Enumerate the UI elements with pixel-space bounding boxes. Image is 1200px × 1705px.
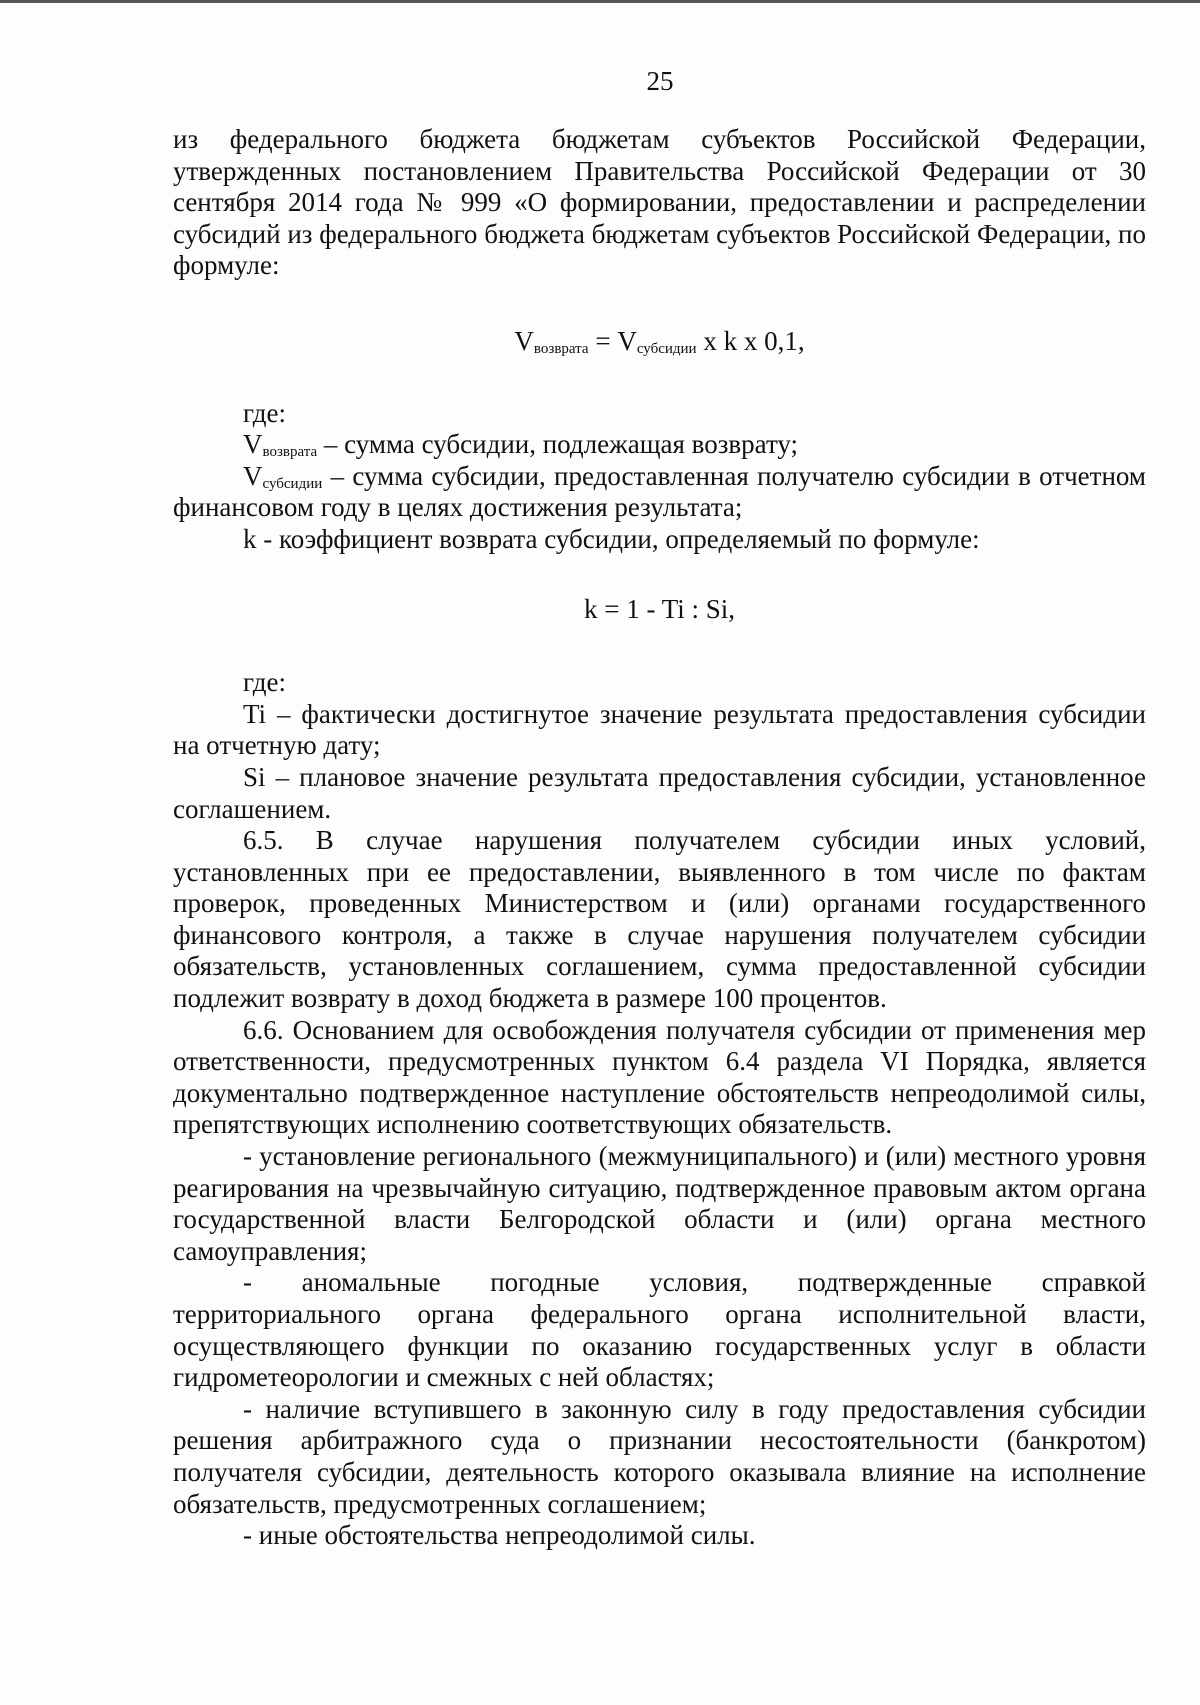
definition-v-return xyxy=(173,429,1146,461)
definition-si: Si – плановое значение результата предоставления субсидии, установленное соглашением. xyxy=(173,761,1146,824)
formula-tail: x k x 0,1, xyxy=(696,325,805,356)
page-number: 25 xyxy=(646,66,674,96)
list-item: - иные обстоятельства непреодолимой силы. xyxy=(243,1520,756,1551)
formula-sub-return: возврата xyxy=(533,340,589,357)
def-v2: V xyxy=(243,460,263,491)
def-v: V xyxy=(243,429,263,460)
definition-k: k - коэффициент возврата субсидии, определяемый по формуле: xyxy=(243,523,980,554)
definition-v-subsidy xyxy=(173,461,1146,524)
list-item: - аномальные погодные условия, подтвержденные справкой территориального органа федерального органа исполнительной власти, осуществляющего функции по оказанию государственных услуг в области гидрометеорологии и смежных с ней областях; xyxy=(173,1267,1146,1393)
formula-sub-subsidy: субсидии xyxy=(636,340,697,357)
def-v-return-text: – сумма субсидии, подлежащая возврату; xyxy=(317,429,799,460)
def-v-subsidy-text: – сумма субсидии, предоставленная получателю субсидии в отчетном финансовом году в целях достижения результата; xyxy=(173,460,1146,523)
formula-v: V xyxy=(514,325,534,356)
formula-equals: = xyxy=(588,325,618,356)
paragraph-intro: из федерального бюджета бюджетам субъектов Российской Федерации, утвержденных постановлением Правительства Российской Федерации от 30 сентября 2014 года № 999 «О формировании, предоставлении и распределении субсидий из федерального бюджета бюджетам субъектов Российской Федерации, по формуле: xyxy=(173,124,1146,281)
formula-return xyxy=(173,326,1146,358)
scan-top-edge xyxy=(0,0,1200,3)
paragraph-6-5: 6.5. В случае нарушения получателем субсидии иных условий, установленных при ее предоставлении, выявленного в том числе по фактам проверок, проведенных Министерством и (или) органами государственного финансового контроля, а также в случае нарушения получателем субсидии обязательств, установленных соглашением, сумма предоставленной субсидии подлежит возврату в доход бюджета в размере 100 процентов. xyxy=(173,825,1146,1014)
def-sub-return: возврата xyxy=(262,444,318,461)
definition-ti: Ti – фактически достигнутое значение результата предоставления субсидии на отчетную дату; xyxy=(173,698,1146,761)
where-label-2: где: xyxy=(243,667,286,698)
document-body xyxy=(173,124,1146,1552)
paragraph-6-6: 6.6. Основанием для освобождения получателя субсидии от применения мер ответственности, предусмотренных пунктом 6.4 раздела VI Порядка, является документально подтвержденное наступление обстоятельств непреодолимой силы, препятствующих исполнению соответствующих обязательств. xyxy=(173,1014,1146,1140)
list-item: - установление регионального (межмуниципального) и (или) местного уровня реагирования на чрезвычайную ситуацию, подтвержденное правовым актом органа государственной власти Белгородской области и (или) органа местного самоуправления; xyxy=(173,1141,1146,1266)
formula-k: k = 1 - Ti : Si, xyxy=(583,593,736,624)
def-sub-subsidy: субсидии xyxy=(262,475,323,492)
where-label-1: где: xyxy=(243,397,286,428)
formula-v2: V xyxy=(617,325,637,356)
list-item: - наличие вступившего в законную силу в году предоставления субсидии решения арбитражного суда о признании несостоятельности (банкротом) получателя субсидии, деятельность которого оказывала влияние на исполнение обязательств, предусмотренных соглашением; xyxy=(173,1393,1146,1519)
